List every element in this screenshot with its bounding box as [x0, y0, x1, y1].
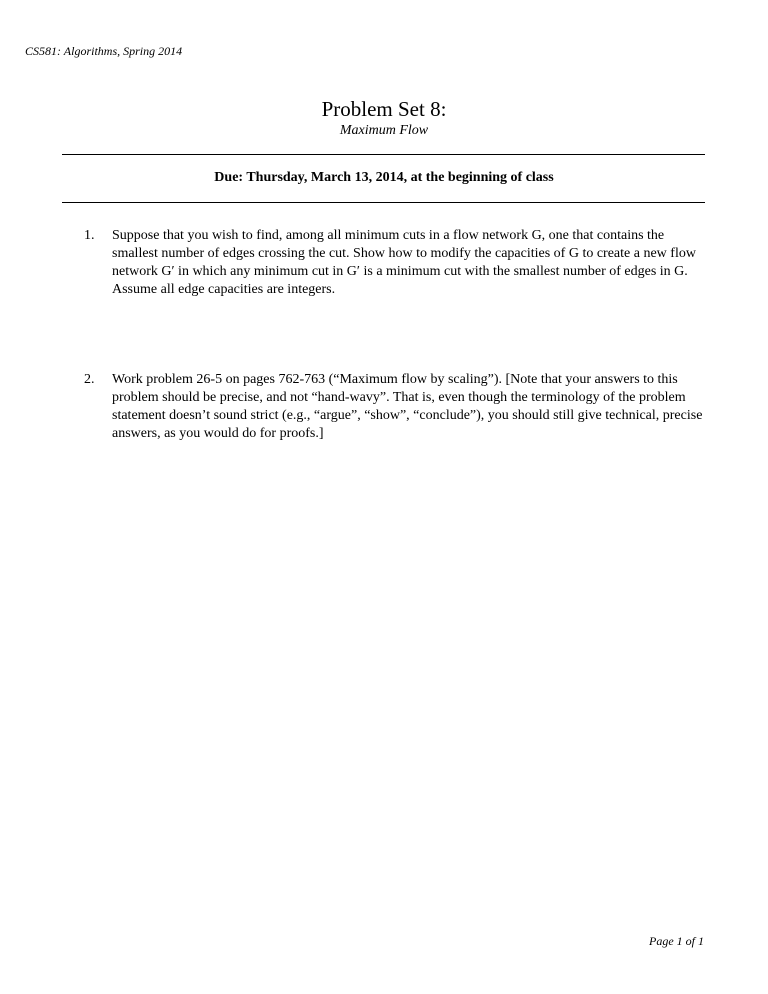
- problem-text: Suppose that you wish to find, among all minimum cuts in a flow network G, one that contains the smallest number of edges crossing the cut. Show how to modify the capacities of G to create a new flow network G′ in which any minimum cut in G′ is a minimum cut with the smallest number of edges in G. Assume all edge capacities are integers.: [112, 228, 696, 297]
- top-divider: [62, 154, 705, 155]
- problem-number: 2.: [84, 372, 95, 387]
- due-date: Due: Thursday, March 13, 2014, at the beginning of class: [214, 170, 554, 185]
- problem-text: Work problem 26-5 on pages 762-763 (“Maximum flow by scaling”). [Note that your answers to this problem should be precise, and not “hand-wavy”. That is, even though the terminology of the problem statement doesn’t sound strict (e.g., “argue”, “show”, “conclude”), you should still give technical, precise answers, as you would do for proofs.]: [112, 372, 703, 441]
- bottom-divider: [62, 202, 705, 203]
- problem-set-subtitle: Maximum Flow: [339, 123, 429, 138]
- course-header: CS581: Algorithms, Spring 2014: [25, 44, 183, 58]
- page-number: Page 1 of 1: [649, 934, 704, 948]
- problem-set-title: Problem Set 8:: [321, 97, 447, 121]
- problem-number: 1.: [84, 228, 95, 243]
- problem-item: [84, 371, 709, 443]
- problem-item: [84, 227, 709, 299]
